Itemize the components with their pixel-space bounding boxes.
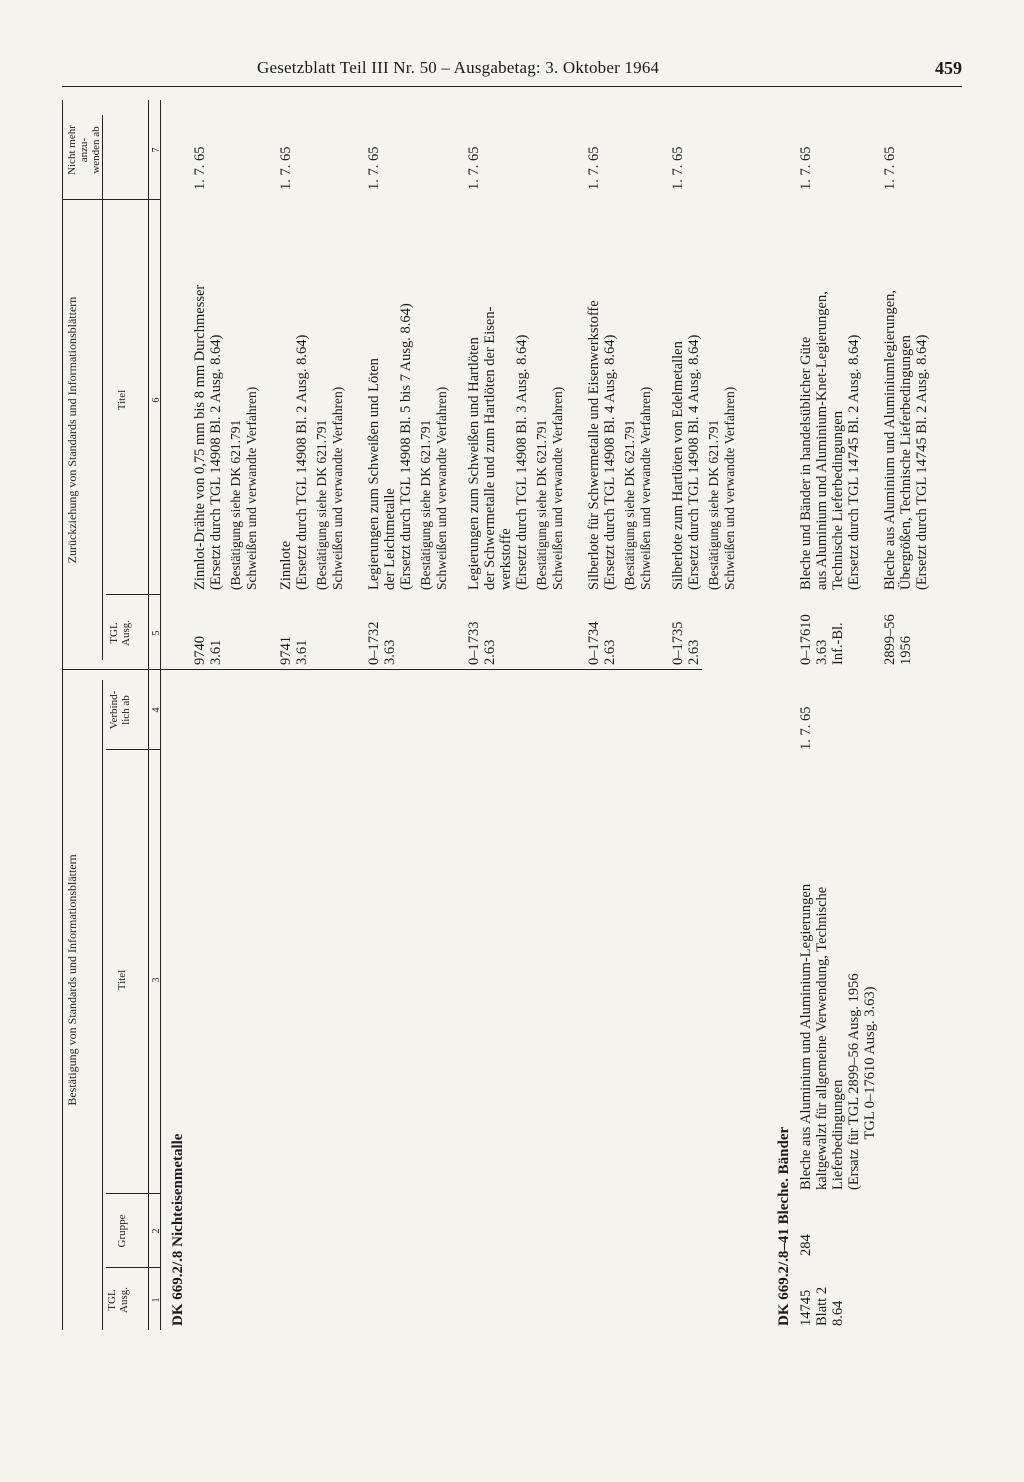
rotated-table [62,90,962,1340]
row2-date: 1. 7. 65 [278,146,294,190]
row5-note: (Bestätigung siehe DK 621.791 Schweißen und verwandte Verfahren) [622,386,653,590]
group-right-header: Zurückziehung von Standards und Informationsblättern [65,296,79,564]
row1-title: Zinnlot-Drähte von 0,75 mm bis 8 mm Durchmesser (Ersetzt durch TGL 14908 Bl. 2 Ausg. 8.64) [192,284,224,590]
row1-tgl: 9740 3.61 [192,636,224,665]
row5-title: Silberlote für Schwermetalle und Eisenwerkstoffe (Ersetzt durch TGL 14908 Bl. 4 Ausg. 8.64) [586,300,618,590]
row5-date: 1. 7. 65 [586,146,602,190]
row3-date: 1. 7. 65 [366,146,382,190]
section2-heading: DK 669.2/.8–41 Bleche. Bänder [776,1126,792,1326]
row6-date: 1. 7. 65 [670,146,686,190]
row6-title: Silberlote zum Hartlöten von Edelmetallen (Ersetzt durch TGL 14908 Bl. 4 Ausg. 8.64) [670,334,702,590]
section1-heading: DK 669.2/.8 Nichteisenmetalle [170,1133,186,1326]
section2-confirm-title: Bleche aus Aluminium und Aluminium-Legierungen kaltgewalzt für allgemeine Verwendung, Technische Lieferbedingungen (Ersatz für TGL 2899–56 Ausg. 1956 TGL 0–17610 Ausg. 3.63) [798,883,878,1190]
section2-row1-tgl: 0–17610 3.63 Inf.-Bl. [798,614,846,665]
row3-title: Legierungen zum Schweißen und Löten der Leichtmetalle (Ersetzt durch TGL 14908 Bl. 5 bis 7 Ausg. 8.64) [366,303,414,590]
row2-note: (Bestätigung siehe DK 621.791 Schweißen und verwandte Verfahren) [314,386,345,590]
section2-row1-title: Bleche und Bänder in handelsüblicher Güte aus Aluminium und Aluminium-Knet-Legierungen, Technische Lieferbedingungen (Ersetzt durch TGL 14745 Bl. 2 Ausg. 8.64) [798,291,862,590]
page-header [62,52,962,86]
row4-title: Legierungen zum Schweißen und Hartlöten der Schwermetalle und zum Hartlöten der Eisen- werkstoffe (Ersetzt durch TGL 14908 Bl. 3 Ausg. 8.64) [466,306,530,590]
colnum-2: 2 [151,1228,162,1234]
colnum-5: 5 [151,630,162,636]
colnum-4: 4 [151,707,162,713]
section2-row2-date: 1. 7. 65 [882,146,898,190]
row3-tgl: 0–1732 3.63 [366,621,398,665]
col7-header: Nicht mehr anzu- wenden ab [66,125,102,175]
col6-header: Titel [116,389,128,411]
section2-confirm-gruppe: 284 [798,1234,814,1256]
section2-confirm-date: 1. 7. 65 [798,706,814,750]
header-rule [62,86,962,87]
group-left-header: Bestätigung von Standards und Informationsblättern [65,854,79,1106]
colnum-3: 3 [151,977,162,983]
block-divider [62,669,702,670]
col-sep-3 [106,749,160,750]
row4-note: (Bestätigung siehe DK 621.791 Schweißen und verwandte Verfahren) [534,386,565,590]
row6-note: (Bestätigung siehe DK 621.791 Schweißen und verwandte Verfahren) [706,386,737,590]
row2-title: Zinnlote (Ersetzt durch TGL 14908 Bl. 2 Ausg. 8.64) [278,334,310,590]
row4-tgl: 0–1733 2.63 [466,621,498,665]
col-sep-5 [106,594,160,595]
col3-header: Titel [116,969,128,991]
col4-header: Verbind- lich ab [108,690,132,730]
col5-header: TGL Ausg. [108,620,132,646]
header-title: Gesetzblatt Teil III Nr. 50 – Ausgabetag: 3. Oktober 1964 [257,58,660,77]
row1-note: (Bestätigung siehe DK 621.791 Schweißen und verwandte Verfahren) [228,386,259,590]
col-sep-6 [62,199,160,200]
group-right-rule [102,115,103,660]
section2-confirm-tgl: 14745 Blatt 2 8.64 [798,1286,846,1326]
colnum-6: 6 [151,397,162,403]
colnum-7: 7 [151,147,162,153]
table-top-rule [62,100,63,1330]
row2-tgl: 9741 3.61 [278,636,310,665]
row1-date: 1. 7. 65 [192,146,208,190]
section2-row2-tgl: 2899–56 1956 [882,614,914,665]
col-sep-1 [106,1267,160,1268]
colnum-1: 1 [151,1297,162,1303]
group-left-rule [102,680,103,1330]
section2-row2-title: Bleche aus Aluminium und Aluminiumlegierungen, Übergrößen, Technische Lieferbedingungen (Ersetzt durch TGL 14745 Bl. 2 Ausg. 8.64) [882,289,930,590]
col2-header: Gruppe [116,1214,128,1248]
section2-row1-date: 1. 7. 65 [798,146,814,190]
row6-tgl: 0–1735 2.63 [670,621,702,665]
row4-date: 1. 7. 65 [466,146,482,190]
col-sep-2 [106,1193,160,1194]
page-number: 459 [935,58,962,78]
row3-note: (Bestätigung siehe DK 621.791 Schweißen und verwandte Verfahren) [418,386,449,590]
row5-tgl: 0–1734 2.63 [586,621,618,665]
col1-header: TGL Ausg. [106,1287,130,1313]
